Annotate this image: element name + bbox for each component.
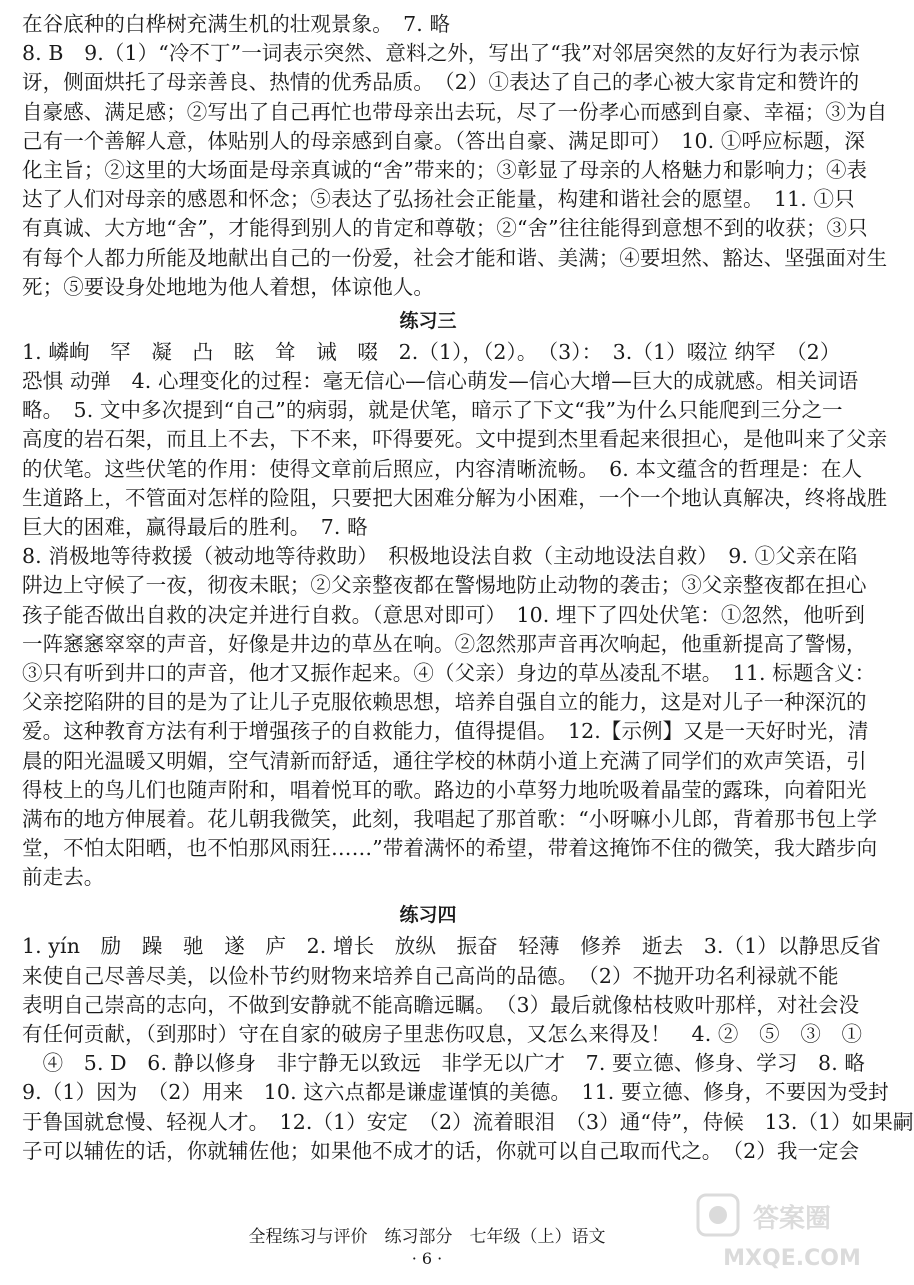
text-line: 来使自己尽善尽美，以俭朴节约财物来培养自己高尚的品德。 （2）不抛开功名利禄就不能 [22,963,839,988]
text-line: 得枝上的鸟儿们也随声附和，唱着悦耳的歌。路边的小草努力地吮吸着晶莹的露珠，向着阳光 [22,777,867,802]
section-heading-exercise-3: 练习三 [399,309,457,332]
text-line: ③只有听到井口的声音，他才又振作起来。④（父亲）身边的草丛凌乱不堪。 11. 标题含义： [22,660,876,685]
text-line: 的伏笔。这些伏笔的作用：使得文章前后照应，内容清晰流畅。 6. 本文蕴含的哲理是：在人 [22,456,863,481]
text-line: 阱边上守候了一夜，彻夜未眠；②父亲整夜都在警惕地防止动物的袭击；③父亲整夜都在担心 [22,573,867,598]
svg-text:答案圈: 答案圈 [752,1204,832,1234]
text-line: 有每个人都力所能及地献出自己的一份爱，社会才能和谐、美满；④要坦然、豁达、坚强面对生 [22,245,888,270]
text-line: 于鲁国就怠慢、轻视人才。 12.（1）安定 （2）流着眼泪 （3）通“侍”，侍候 13.（1）如果嗣 [22,1109,914,1134]
text-line: 在谷底种的白桦树充满生机的壮观景象。 7. 略 [22,12,451,36]
page-number: · 6 · [411,1249,443,1268]
text-line: 前走去。 [22,865,105,890]
text-line: 化主旨；②这里的大场面是母亲真诚的“舍”带来的；③彰显了母亲的人格魅力和影响力；④表 [22,157,868,182]
text-line: 一阵窸窸窣窣的声音，好像是井边的草丛在响。②忽然那声音再次响起，他重新提高了警惕， [22,631,867,656]
text-line: 达了人们对母亲的感恩和怀念；⑤表达了弘扬社会正能量，构建和谐社会的愿望。 11. ①只 [22,187,855,212]
text-line: 满布的地方伸展着。花儿朝我微笑，此刻，我唱起了那首歌：“小呀嘛小儿郎，背着那书包上学 [22,806,878,831]
text-line: 1. 嶙峋 罕 凝 凸 眩 耸 诫 啜 2.（1），（2）。 （3）： 3.（1）啜泣 纳罕 （2） [22,339,841,364]
text-line: 堂，不怕太阳晒，也不怕那风雨狂……”带着满怀的希望，带着这掩饰不住的微笑，我大踏步向 [22,836,878,861]
text-line: 死；⑤要设身处地地为他人着想，体谅他人。 [22,274,434,299]
text-line: 父亲挖陷阱的目的是为了让儿子克服依赖思想，培养自强自立的能力，这是对儿子一种深沉的 [22,690,867,715]
section-continued [22,10,888,302]
text-line: 孩子能否做出自救的决定并进行自救。（意思对即可） 10. 埋下了四处伏笔：①忽然，他听到 [22,602,866,627]
text-line: 9.（1）因为 （2）用来 10. 这六点都是谦虚谨慎的美德。 11. 要立德、修身，不要因为受封 [22,1080,889,1105]
text-line: 爱。这种教育方法有利于增强孩子的自救能力，值得提倡。 12.【示例】又是一天好时光，清 [22,719,869,744]
text-line: 晨的阳光温暖又明媚，空气清新而舒适，通往学校的林荫小道上充满了同学们的欢声笑语，引 [22,748,867,773]
text-line: 讶，侧面烘托了母亲善良、热情的优秀品质。 （2）①表达了自己的孝心被大家肯定和赞许的 [22,70,860,95]
svg-text:MXQE.COM: MXQE.COM [723,1246,861,1271]
text-line: 恐惧 动弹 4. 心理变化的过程：毫无信心—信心萌发—信心大增—巨大的成就感。相关词语 [22,369,859,394]
text-line: 8. B 9.（1）“冷不丁”一词表示突然、意料之外，写出了“我”对邻居突然的友好行为表示惊 [22,41,860,66]
text-line: 有真诚、大方地“舍”，才能得到别人的肯定和尊敬；②“舍”往往能得到意想不到的收获；③只 [22,216,868,241]
text-line: 略。 5. 文中多次提到“自己”的病弱，就是伏笔，暗示了下文“我”为什么只能爬到三分之一 [22,398,843,423]
watermark-logo [692,1189,861,1279]
section-exercise-3 [22,338,888,893]
page-footer: 全程练习与评价 练习部分 七年级（上）语文 [248,1227,606,1247]
text-line: 自豪感、满足感；②写出了自己再忙也带母亲出去玩，尽了一份孝心而感到自豪、幸福；③为自 [22,99,888,124]
text-line: 8. 消极地等待救援（被动地等待救助） 积极地设法自救（主动地设法自救） 9. ①父亲在陷 [22,544,858,569]
text-line: 己有一个善解人意，体贴别人的母亲感到自豪。（答出自豪、满足即可） 10. ①呼应标题，深 [22,128,866,153]
text-line: 有任何贡献，（到那时）守在自家的破房子里悲伤叹息，又怎么来得及！ 4. ② ⑤ ③ ① [22,1022,863,1046]
text-line: ④ 5. D 6. 静以修身 非宁静无以致远 非学无以广才 7. 要立德、修身、学习 8. 略 [22,1051,866,1076]
answer-text [22,10,914,1166]
text-line: 表明自己崇高的志向，不做到安静就不能高瞻远瞩。 （3）最后就像枯枝败叶那样，对社会没 [22,992,860,1017]
section-heading-exercise-4: 练习四 [399,904,457,927]
text-line: 1. yín 励 躁 驰 遂 庐 2. 增长 放纵 振奋 轻薄 修养 逝去 3.（1）以静思反省 [22,934,881,959]
text-line: 巨大的困难，赢得最后的胜利。 7. 略 [22,515,368,539]
text-line: 高度的岩石架，而且上不去，下不来，吓得要死。文中提到杰里看起来很担心，是他叫来了父亲 [22,427,888,452]
text-line: 子可以辅佐的话，你就辅佐他；如果他不成才的话，你就可以自己取而代之。 （2）我一定会 [22,1138,860,1163]
section-exercise-4 [22,932,914,1166]
text-line: 生道路上，不管面对怎样的险阻，只要把大困难分解为小困难，一个一个地认真解决，终将战胜 [22,485,888,510]
